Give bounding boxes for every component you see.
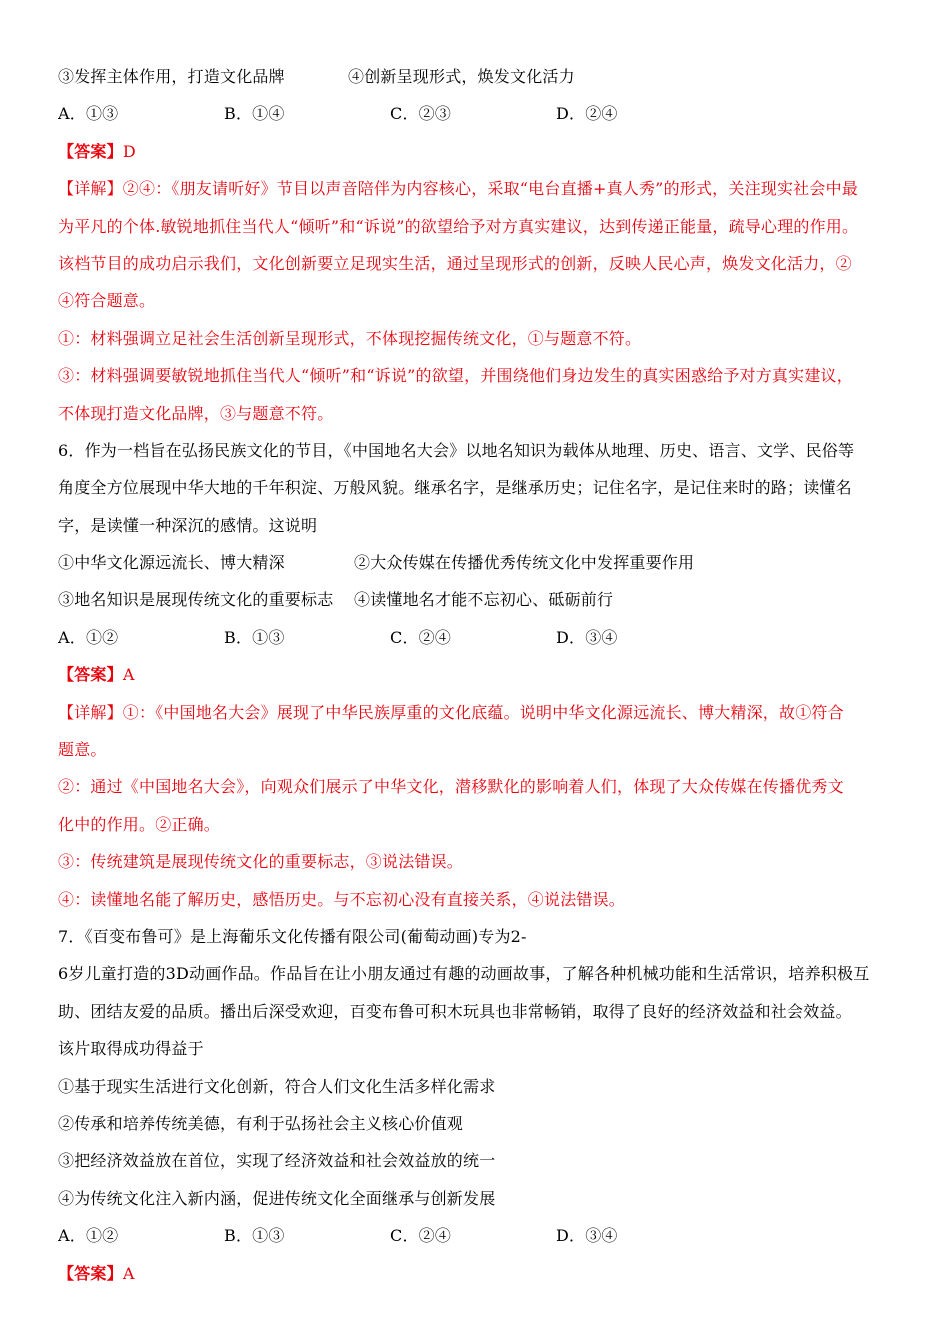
q7-option-3: ③把经济效益放在首位，实现了经济效益和社会效益放的统一 <box>58 1151 496 1171</box>
q7-choice-d: D．③④ <box>556 1226 618 1246</box>
q5-choices <box>58 95 898 132</box>
q6-stem-line-2: 角度全方位展现中华大地的千年积淀、万般风貌。继承名字，是继承历史；记住名字，是记住来时的路；读懂名 <box>58 478 852 498</box>
q7-stem-line-4: 该片取得成功得益于 <box>58 1039 204 1059</box>
q5-options-row-2 <box>58 58 898 95</box>
q5-option-4: ④创新呈现形式，焕发文化活力 <box>348 67 575 86</box>
q6-choice-b: B．①③ <box>224 627 285 647</box>
q7-answer-label: 【答案】 <box>58 1263 123 1283</box>
q5-detail-line-2: 为平凡的个体.敏锐地抓住当代人“倾听”和“诉说”的欲望给予对方真实建议，达到传递正能量，疏导心理的作用。 <box>58 216 859 236</box>
q6-option-3: ③地名知识是展现传统文化的重要标志 <box>58 590 334 610</box>
q7-choice-b: B．①③ <box>224 1226 285 1246</box>
q7-stem-line-2: 6岁儿童打造的3D动画作品。作品旨在让小朋友通过有趣的动画故事，了解各种机械功能和生活常识，培养积极互 <box>58 964 870 984</box>
q5-answer <box>58 133 898 170</box>
q6-option-4: ④读懂地名才能不忘初心、砥砺前行 <box>354 590 614 610</box>
q5-detail-line-5: ①：材料强调立足社会生活创新呈现形式，不体现挖掘传统文化，①与题意不符。 <box>58 328 642 348</box>
q5-detail-line-1: 【详解】②④：《朋友请听好》节目以声音陪伴为内容核心，采取“电台直播+真人秀”的形式，关注现实社会中最 <box>58 179 858 199</box>
q7-stem-line-1: 7．《百变布鲁可》是上海葡乐文化传播有限公司(葡萄动画)专为2- <box>58 926 527 946</box>
q5-detail-line-6: ③：材料强调要敏锐地抓住当代人“倾听”和“诉说”的欲望，并围绕他们身边发生的真实困惑给予对方真实建议， <box>58 366 853 386</box>
q5-detail-line-7: 不体现打造文化品牌，③与题意不符。 <box>58 403 334 423</box>
q7-answer-value: A <box>122 1263 135 1283</box>
q5-option-3: ③发挥主体作用，打造文化品牌 <box>58 67 285 86</box>
q6-options-row-1 <box>58 544 898 581</box>
q7-choice-a: A．①② <box>58 1226 119 1246</box>
q7-answer <box>58 1255 898 1292</box>
q7-stem-line-3: 助、团结友爱的品质。播出后深受欢迎，百变布鲁可积木玩具也非常畅销，取得了良好的经济效益和社会效益。 <box>58 1001 852 1021</box>
q5-answer-value: D <box>122 141 136 161</box>
q7-choice-c: C．②④ <box>390 1226 452 1246</box>
q6-stem-line-1: 6．作为一档旨在弘扬民族文化的节目，《中国地名大会》以地名知识为载体从地理、历史、语言、文学、民俗等 <box>58 440 855 460</box>
q6-detail-line-3: ②：通过《中国地名大会》，向观众们展示了中华文化，潜移默化的影响着人们，体现了大众传媒在传播优秀文 <box>58 777 844 797</box>
q6-choice-d: D．③④ <box>556 627 618 647</box>
q7-option-1: ①基于现实生活进行文化创新，符合人们文化生活多样化需求 <box>58 1076 496 1096</box>
q6-answer-value: A <box>122 665 135 685</box>
q6-option-2: ②大众传媒在传播优秀传统文化中发挥重要作用 <box>354 553 695 573</box>
q7-option-2: ②传承和培养传统美德，有利于弘扬社会主义核心价值观 <box>58 1113 464 1133</box>
q6-detail-line-5: ③：传统建筑是展现传统文化的重要标志，③说法错误。 <box>58 852 464 872</box>
q6-answer-label: 【答案】 <box>58 665 123 685</box>
q5-answer-label: 【答案】 <box>58 141 123 161</box>
q6-detail-line-4: 化中的作用。②正确。 <box>58 814 221 834</box>
q6-detail-line-1: 【详解】①：《中国地名大会》展现了中华民族厚重的文化底蕴。说明中华文化源远流长、博大精深，故①符合 <box>58 702 844 722</box>
q5-choice-a: A．①③ <box>58 104 119 124</box>
document-page <box>58 58 898 1292</box>
q6-detail-line-6: ④：读懂地名能了解历史，感悟历史。与不忘初心没有直接关系，④说法错误。 <box>58 889 626 909</box>
q7-choices <box>58 1217 898 1254</box>
q6-choice-a: A．①② <box>58 627 119 647</box>
q6-choice-c: C．②④ <box>390 627 452 647</box>
q5-choice-b: B．①④ <box>224 104 285 124</box>
q6-detail-line-2: 题意。 <box>58 740 107 760</box>
q6-choices <box>58 619 898 656</box>
q5-choice-c: C．②③ <box>390 104 452 124</box>
q5-choice-d: D．②④ <box>556 104 618 124</box>
q5-detail-line-3: 该档节目的成功启示我们，文化创新要立足现实生活，通过呈现形式的创新，反映人民心声，焕发文化活力，② <box>58 253 852 273</box>
q6-stem-line-3: 字，是读懂一种深沉的感情。这说明 <box>58 515 318 535</box>
q6-options-row-2 <box>58 581 898 618</box>
q5-detail-line-4: ④符合题意。 <box>58 291 156 311</box>
q6-answer <box>58 656 898 693</box>
q7-option-4: ④为传统文化注入新内涵，促进传统文化全面继承与创新发展 <box>58 1188 496 1208</box>
q6-option-1: ①中华文化源远流长、博大精深 <box>58 553 285 573</box>
